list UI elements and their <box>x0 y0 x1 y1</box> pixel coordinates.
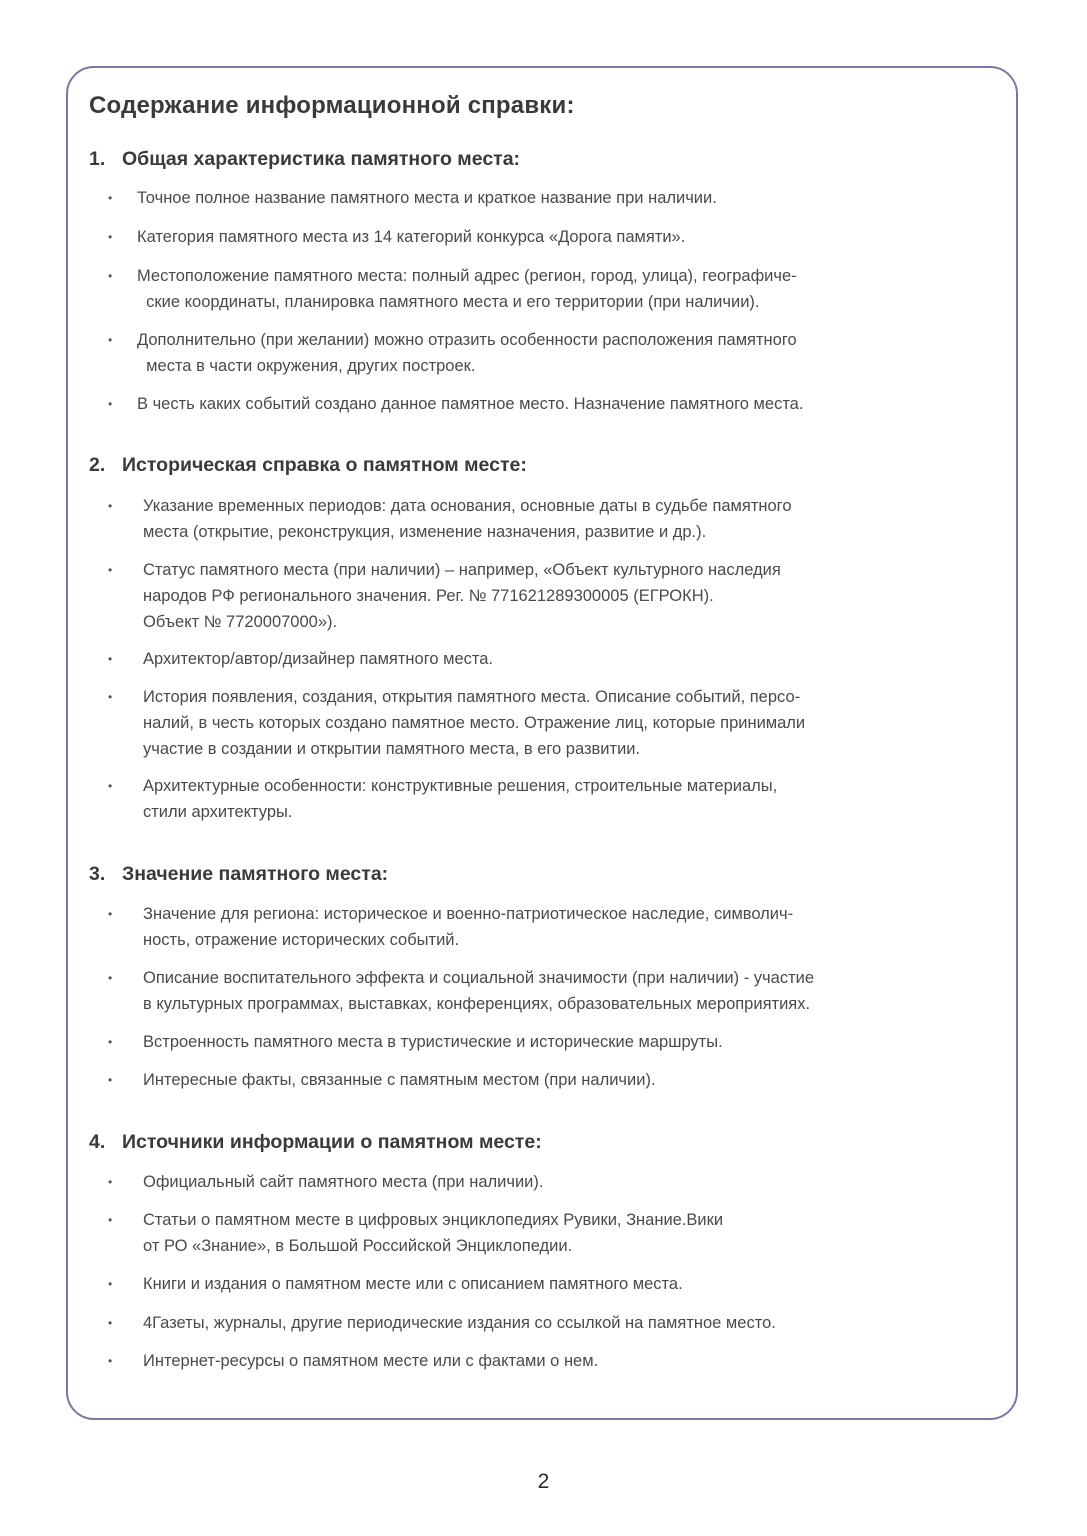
list-item-text-line: народов РФ регионального значения. Рег. № 771621289300005 (ЕГРОКН). <box>143 587 714 605</box>
bullet-icon: • <box>108 971 113 985</box>
list-item-text-line: Объект № 7720007000»). <box>143 613 338 631</box>
bullet-icon: • <box>108 1073 113 1087</box>
bullet-icon: • <box>108 652 113 666</box>
list-item-text-line: В честь каких событий создано данное памятное место. Назначение памятного места. <box>137 395 804 413</box>
bullet-icon: • <box>108 499 113 513</box>
list-item-text-line: Указание временных периодов: дата основания, основные даты в судьбе памятного <box>143 497 792 515</box>
list-item-text-line: Категория памятного места из 14 категорий конкурса «Дорога памяти». <box>137 228 686 246</box>
list-item-text-line: Значение для региона: историческое и военно-патриотическое наследие, символич- <box>143 905 794 923</box>
list-item-text-line: Архитектор/автор/дизайнер памятного места. <box>143 650 494 668</box>
section-number: 3. <box>89 863 106 885</box>
list-item-text-line: Интернет-ресурсы о памятном месте или с фактами о нем. <box>143 1352 599 1370</box>
list-item-text-line: Архитектурные особенности: конструктивные решения, строительные материалы, <box>143 777 778 795</box>
list-item-text-line: места (открытие, реконструкция, изменение назначения, развитие и др.). <box>143 523 707 541</box>
list-item-text-line: Описание воспитательного эффекта и социальной значимости (при наличии) - участие <box>143 969 815 987</box>
bullet-icon: • <box>108 397 113 411</box>
document-title: Содержание информационной справки: <box>89 92 575 119</box>
bullet-icon: • <box>108 1354 113 1368</box>
section-number: 1. <box>89 148 106 170</box>
list-item-text-line: Статьи о памятном месте в цифровых энциклопедиях Рувики, Знание.Вики <box>143 1211 724 1229</box>
list-item-text-line: Дополнительно (при желании) можно отразить особенности расположения памятного <box>137 331 797 349</box>
bullet-icon: • <box>108 1213 113 1227</box>
list-item-text-line: Встроенность памятного места в туристические и исторические маршруты. <box>143 1033 723 1051</box>
section-number: 4. <box>89 1131 106 1153</box>
list-item-text-line: 4Газеты, журналы, другие периодические издания со ссылкой на памятное место. <box>143 1314 776 1332</box>
section-heading-text: Общая характеристика памятного места: <box>122 148 521 170</box>
bullet-icon: • <box>108 1316 113 1330</box>
list-item-text-line: налий, в честь которых создано памятное место. Отражение лиц, которые принимали <box>143 714 806 732</box>
list-item-text-line: ность, отражение исторических событий. <box>143 931 460 949</box>
list-item-text-line: Официальный сайт памятного места (при наличии). <box>143 1173 544 1191</box>
bullet-icon: • <box>108 690 113 704</box>
list-item-text-line: Точное полное название памятного места и краткое название при наличии. <box>137 189 717 207</box>
section-heading-1 <box>89 148 520 171</box>
bullet-icon: • <box>108 1035 113 1049</box>
list-item-text-line: Интересные факты, связанные с памятным местом (при наличии). <box>143 1071 656 1089</box>
bullet-icon: • <box>108 333 113 347</box>
section-heading-text: Источники информации о памятном месте: <box>122 1131 542 1153</box>
section-heading-2 <box>89 454 527 477</box>
list-item-text-line: стили архитектуры. <box>143 803 293 821</box>
section-heading-text: Историческая справка о памятном месте: <box>122 454 527 476</box>
bullet-icon: • <box>108 191 113 205</box>
bullet-icon: • <box>108 907 113 921</box>
list-item-text-line: в культурных программах, выставках, конференциях, образовательных мероприятиях. <box>143 995 811 1013</box>
list-item-text-line: места в части окружения, других построек. <box>137 357 476 375</box>
section-heading-3 <box>89 863 388 886</box>
list-item-text-line: История появления, создания, открытия памятного места. Описание событий, персо- <box>143 688 801 706</box>
section-number: 2. <box>89 454 106 476</box>
bullet-icon: • <box>108 563 113 577</box>
list-item-text-line: участие в создании и открытии памятного места, в его развитии. <box>143 740 641 758</box>
page-number: 2 <box>537 1470 550 1493</box>
bullet-icon: • <box>108 779 113 793</box>
section-heading-text: Значение памятного места: <box>122 863 389 885</box>
list-item-text-line: Статус памятного места (при наличии) – например, «Объект культурного наследия <box>143 561 781 579</box>
list-item-text-line: Местоположение памятного места: полный адрес (регион, город, улица), географиче- <box>137 267 797 285</box>
list-item-text-line: от РО «Знание», в Большой Российской Энциклопедии. <box>143 1237 573 1255</box>
bullet-icon: • <box>108 269 113 283</box>
list-item-text-line: Книги и издания о памятном месте или с описанием памятного места. <box>143 1275 683 1293</box>
list-item-text-line: ские координаты, планировка памятного места и его территории (при наличии). <box>137 293 760 311</box>
section-heading-4 <box>89 1131 542 1154</box>
bullet-icon: • <box>108 230 113 244</box>
bullet-icon: • <box>108 1277 113 1291</box>
bullet-icon: • <box>108 1175 113 1189</box>
